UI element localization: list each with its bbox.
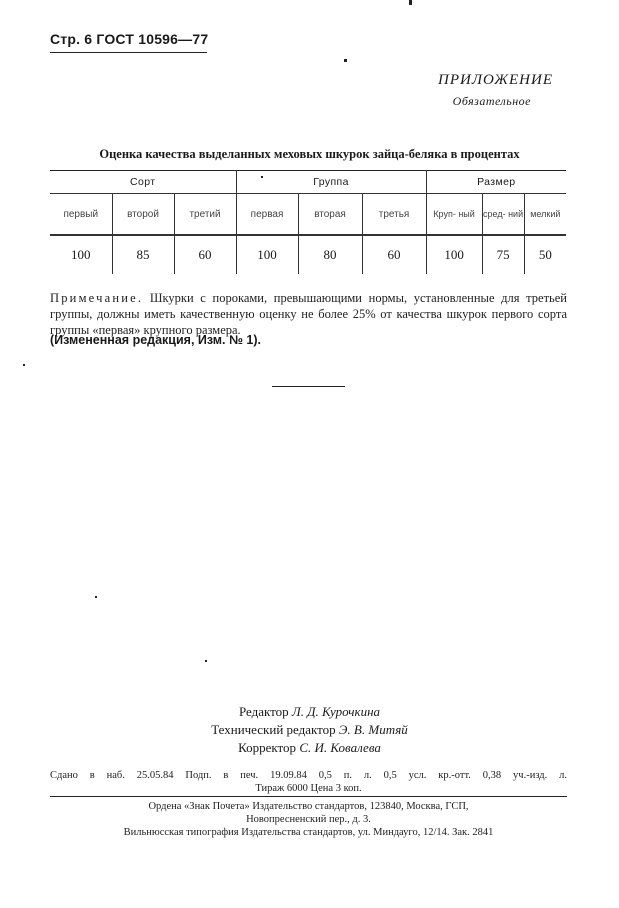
column-header: первый: [50, 194, 112, 236]
tech-editor-line: [0, 721, 619, 739]
proofreader-name: С. И. Ковалева: [299, 740, 381, 755]
column-header: третья: [362, 194, 426, 236]
publisher-line: Ордена «Знак Почета» Издательство стандартов, 123840, Москва, ГСП,: [148, 801, 469, 812]
column-header: сред- ний: [482, 194, 524, 236]
scan-speck: [23, 364, 25, 366]
column-header: второй: [112, 194, 174, 236]
group-header-group: Группа: [236, 171, 426, 194]
table-note: [50, 290, 567, 338]
table-cell: 75: [482, 235, 524, 274]
editor-line: [0, 703, 619, 721]
table-cell: 85: [112, 235, 174, 274]
table-cell: 100: [426, 235, 482, 274]
tech-editor-label: Технический редактор: [211, 722, 336, 737]
tech-editor-name: Э. В. Митяй: [338, 722, 408, 737]
header-rule: [50, 52, 207, 53]
table-cell: 60: [174, 235, 236, 274]
credits-block: [0, 703, 619, 757]
column-header: первая: [236, 194, 298, 236]
note-label: Примечание.: [50, 291, 144, 305]
editor-label: Редактор: [238, 704, 289, 719]
scan-speck: [205, 660, 207, 662]
proofreader-line: [0, 739, 619, 757]
scan-speck: [95, 596, 97, 598]
appendix-title: ПРИЛОЖЕНИЕ: [438, 72, 553, 88]
table-title: Оценка качества выделанных меховых шкурок зайца-беляка в процентах: [99, 147, 520, 161]
table-cell: 100: [50, 235, 112, 274]
proofreader-label: Корректор: [238, 740, 297, 755]
editor-name: Л. Д. Курочкина: [291, 704, 381, 719]
section-divider: [272, 386, 345, 387]
printer-line: Вильнюсская типография Издательства стандартов, ул. Миндауго, 12/14. Зак. 2841: [123, 827, 494, 838]
print-run-line: Тираж 6000 Цена 3 коп.: [255, 783, 362, 794]
print-info: [50, 769, 567, 795]
table-cell: 50: [524, 235, 566, 274]
scan-speck: [261, 176, 263, 178]
quality-table: [50, 170, 566, 274]
column-header: мелкий: [524, 194, 566, 236]
revision-note: (Измененная редакция, Изм. № 1).: [50, 333, 261, 347]
scan-speck: [409, 0, 412, 5]
publisher-line: Новопресненский пер., д. 3.: [246, 814, 371, 825]
table-cell: 100: [236, 235, 298, 274]
page-header: Стр. 6 ГОСТ 10596—77: [50, 31, 209, 47]
table-cell: 80: [298, 235, 362, 274]
scan-speck: [344, 59, 347, 62]
table-cell: 60: [362, 235, 426, 274]
imprint-rule: [50, 796, 567, 797]
group-header-grade: Сорт: [50, 171, 236, 194]
column-header: третий: [174, 194, 236, 236]
print-info-line: Сдано в наб. 25.05.84 Подп. в печ. 19.09.84 0,5 п. л. 0,5 усл. кр.-отт. 0,38 уч.-изд. л.: [50, 770, 567, 781]
column-header: Круп- ный: [426, 194, 482, 236]
appendix-subtitle: Обязательное: [452, 94, 531, 108]
group-header-size: Размер: [426, 171, 566, 194]
publisher-block: [50, 800, 567, 839]
column-header: вторая: [298, 194, 362, 236]
note-text: Шкурки с пороками, превышающими нормы, установленные для третьей группы, должны иметь качественную оценку не более 25% от качества шкурок первого сорта группы «первая» крупного размера.: [50, 291, 567, 337]
